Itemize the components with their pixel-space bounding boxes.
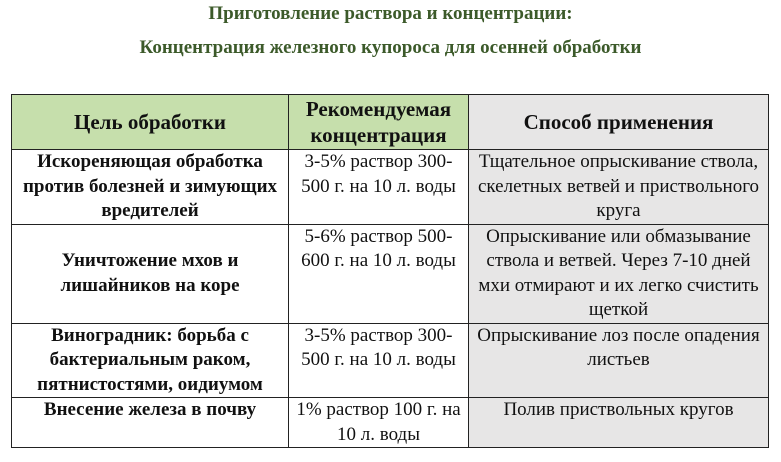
cell-method: Тщательное опрыскивание ствола, скелетных ветвей и приствольного круга [469,150,769,225]
table-row [12,224,769,323]
cell-concentration: 1% раствор 100 г. на 10 л. воды [289,398,469,448]
cell-concentration: 3-5% раствор 300-500 г. на 10 л. воды [289,150,469,225]
cell-method: Опрыскивание или обмазывание ствола и ветвей. Через 7-10 дней мхи отмирают и их легко счистить щеткой [469,224,769,323]
cell-concentration: 3-5% раствор 300-500 г. на 10 л. воды [289,323,469,398]
header-concentration: Рекомендуемая концентрация [289,95,469,150]
cell-goal: Внесение железа в почву [12,398,289,448]
cell-goal: Искореняющая обработка против болезней и зимующих вредителей [12,150,289,225]
table-row [12,150,769,225]
cell-goal: Уничтожение мхов и лишайников на коре [12,224,289,323]
table-header-row [12,95,769,150]
concentration-table [11,94,769,448]
header-goal: Цель обработки [12,95,289,150]
header-method: Способ применения [469,95,769,150]
cell-concentration: 5-6% раствор 500-600 г. на 10 л. воды [289,224,469,323]
table-row [12,323,769,398]
cell-goal: Виноградник: борьба с бактериальным раком, пятнистостями, оидиумом [12,323,289,398]
page-subtitle: Концентрация железного купороса для осенней обработки [139,37,642,58]
page-title: Приготовление раствора и концентрации: [208,3,573,24]
cell-method: Полив приствольных кругов [469,398,769,448]
table-row [12,398,769,448]
cell-method: Опрыскивание лоз после опадения листьев [469,323,769,398]
